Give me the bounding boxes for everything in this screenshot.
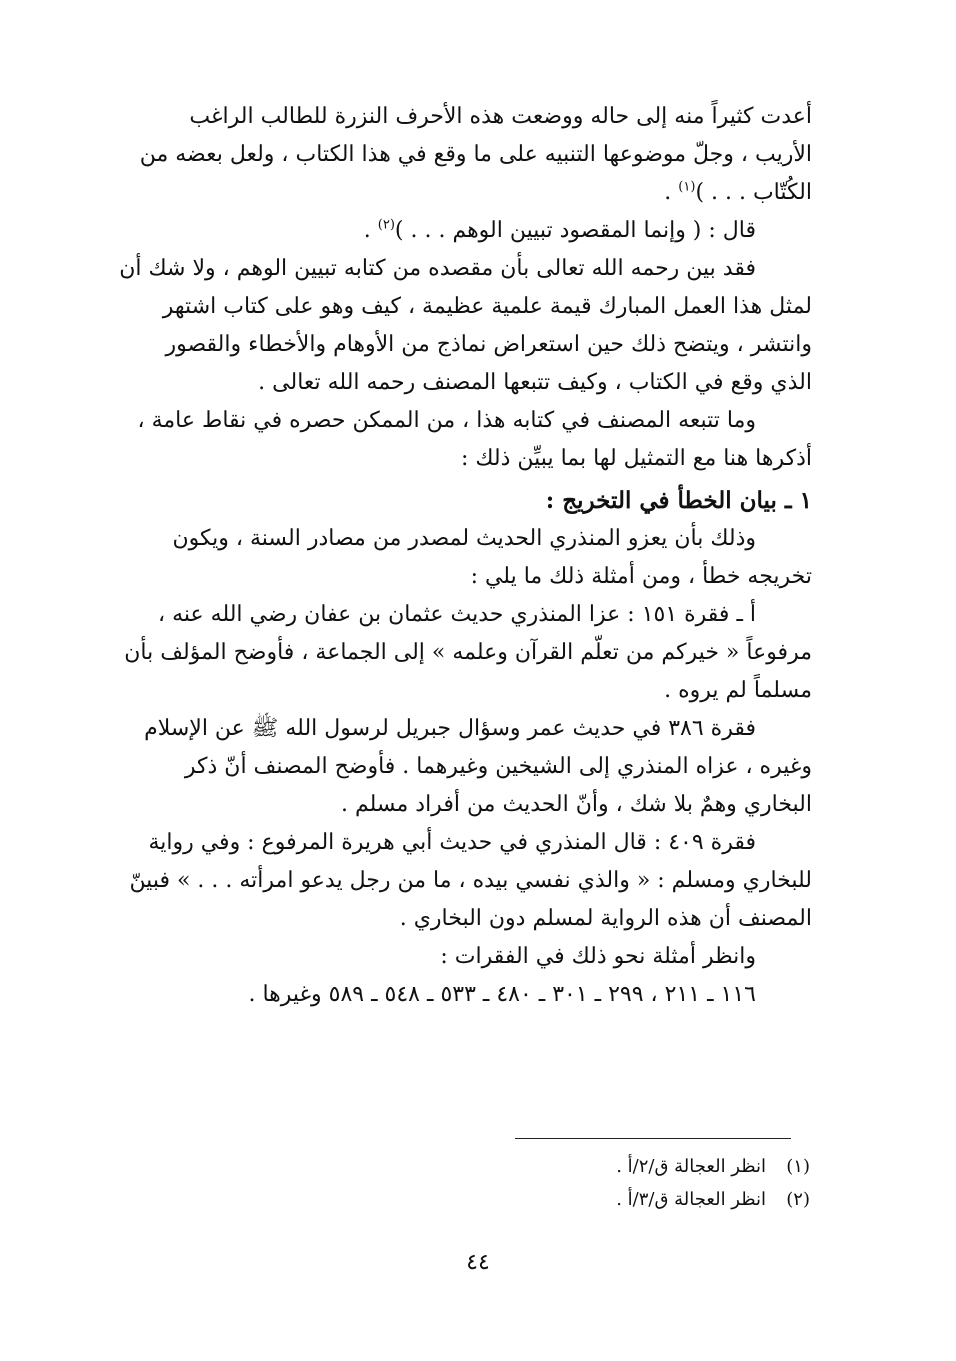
text-line: وغيره ، عزاه المنذري إلى الشيخين وغيرهما . فأوضح المصنف أنّ ذكر — [184, 754, 812, 779]
text-line: للبخاري ومسلم : « والذي نفسي بيده ، ما من رجل يدعو امرأته . . . » فبينّ — [129, 868, 812, 893]
text-line: الكُتّاب . . . )$^{(١)}$ . — [664, 179, 812, 205]
text-line: قال : ( وإنما المقصود تبيين الوهم . . . )$^{(٢)}$ . — [363, 217, 756, 243]
section-heading: ١ ـ بيان الخطأ في التخريج : — [545, 487, 812, 514]
text-line: الأريب ، وجلّ موضوعها التنبيه على ما وقع في هذا الكتاب ، ولعل بعضه من — [139, 142, 812, 167]
text-line: تخريجه خطأ ، ومن أمثلة ذلك ما يلي : — [470, 564, 812, 589]
text-line: فقد بين رحمه الله تعالى بأن مقصده من كتابه تبيين الوهم ، ولا شك أن — [119, 256, 756, 281]
text-line: فقرة ٣٨٦ في حديث عمر وسؤال جبريل لرسول الله ﷺ عن الإسلام — [144, 716, 756, 741]
text-line: أعدت كثيراً منه إلى حاله ووضعت هذه الأحرف النزرة للطالب الراغب — [189, 104, 812, 129]
text-line: البخاري وهمٌ بلا شك ، وأنّ الحديث من أفراد مسلم . — [340, 792, 812, 817]
text-line: المصنف أن هذه الرواية لمسلم دون البخاري . — [399, 906, 812, 931]
text-line: فقرة ٤٠٩ : قال المنذري في حديث أبي هريرة المرفوع : وفي رواية — [148, 830, 756, 855]
text-line: أذكرها هنا مع التمثيل لها بما يبيِّن ذلك : — [460, 446, 812, 471]
text-line: ١١٦ ـ ٢١١ ، ٢٩٩ ـ ٣٠١ ـ ٤٨٠ ـ ٥٣٣ ـ ٥٤٨ ـ ٥٨٩ وغيرها . — [248, 982, 756, 1007]
footnotes — [300, 1150, 810, 1216]
text-line: أ ـ فقرة ١٥١ : عزا المنذري حديث عثمان بن عفان رضي الله عنه ، — [158, 602, 756, 627]
footnote-ref: (٢) — [377, 217, 395, 233]
footnote-number: (١) — [786, 1156, 810, 1177]
footnote-divider — [515, 1138, 791, 1139]
page-number: ٤٤ — [466, 1250, 490, 1275]
footnote-number: (٢) — [786, 1189, 810, 1210]
footnote-text: انظر العجالة ق/٣/أ . — [616, 1189, 766, 1210]
footnote-text: انظر العجالة ق/٢/أ . — [616, 1156, 766, 1177]
text-line: مسلماً لم يروه . — [664, 678, 812, 703]
page-body — [100, 98, 812, 1014]
text-line: وما تتبعه المصنف في كتابه هذا ، من الممكن حصره في نقاط عامة ، — [137, 408, 756, 433]
footnote — [300, 1150, 810, 1183]
text-line: وانظر أمثلة نحو ذلك في الفقرات : — [440, 944, 756, 969]
footnote — [300, 1183, 810, 1216]
text-line: لمثل هذا العمل المبارك قيمة علمية عظيمة ، كيف وهو على كتاب اشتهر — [162, 294, 812, 319]
text-line: وذلك بأن يعزو المنذري الحديث لمصدر من مصادر السنة ، ويكون — [172, 526, 756, 551]
text-line: مرفوعاً « خيركم من تعلّم القرآن وعلمه » إلى الجماعة ، فأوضح المؤلف بأن — [124, 640, 812, 665]
text-line: وانتشر ، ويتضح ذلك حين استعراض نماذج من الأوهام والأخطاء والقصور — [165, 332, 812, 357]
text-line: الذي وقع في الكتاب ، وكيف تتبعها المصنف رحمه الله تعالى . — [258, 370, 812, 395]
footnote-ref: (١) — [678, 179, 696, 195]
